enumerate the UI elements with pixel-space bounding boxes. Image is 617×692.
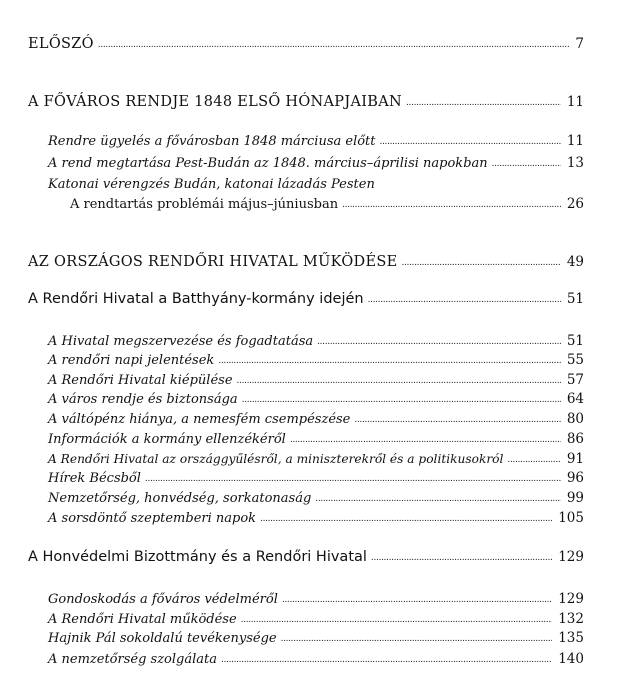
dot-leader [317,334,561,350]
toc-entry[interactable] [48,470,584,488]
toc-chapter-title-2[interactable] [28,549,584,567]
dot-leader [354,412,560,428]
toc-entry-label: Információk a kormány ellenzékéről [48,432,286,447]
toc-entry-label: Rendre ügyelés a fővárosban 1848 márciusa előtt [48,134,376,149]
toc-entry-page: 64 [566,391,584,407]
toc-entry-page: 80 [566,411,584,427]
toc-entry-page: 26 [566,196,584,212]
dot-leader [401,255,560,271]
toc-entry[interactable] [70,196,584,214]
dot-leader [380,134,561,150]
toc-entry-page: 51 [566,291,584,307]
toc-entry-label: A FŐVÁROS RENDJE 1848 ELSŐ HÓNAPJAIBAN [28,94,402,110]
toc-entry-page: 135 [558,630,584,646]
toc-entry-label: A Rendőri Hivatal kiépülése [48,373,233,388]
toc-entry-page: 51 [566,333,584,349]
toc-entry[interactable] [48,510,584,528]
toc-entry[interactable] [48,651,584,669]
toc-entry-page: 11 [566,133,584,149]
toc-entry-page: 129 [558,549,584,565]
dot-leader [145,471,561,487]
toc-entry-label: A nemzetőrség szolgálata [48,652,217,667]
toc-chapter-title-1[interactable] [28,291,584,309]
dot-leader [221,652,552,668]
toc-entry[interactable] [48,490,584,508]
dot-leader [218,353,561,369]
toc-entry-page: 129 [558,591,584,607]
toc-entry-label: Nemzetőrség, honvédség, sorkatonaság [48,491,312,506]
toc-entry-label: A rendtartás problémái május–júniusban [70,197,339,212]
toc-entry-page: 96 [566,470,584,486]
dot-leader [507,452,560,468]
toc-entry-page: 132 [558,611,584,627]
toc-entry[interactable] [48,333,584,351]
dot-leader [368,292,561,308]
toc-entry-label: A váltópénz hiánya, a nemesfém csempészése [48,412,351,427]
dot-leader [242,392,561,408]
dot-leader [98,37,570,53]
toc-entry[interactable] [48,133,584,151]
toc-entry-label: A Honvédelmi Bizottmány és a Rendőri Hivatal [28,549,367,565]
dot-leader [241,612,553,628]
toc-entry-label: Hajnik Pál sokoldalú tevékenysége [48,631,277,646]
toc-entry[interactable] [48,372,584,390]
toc-entry-label: A Hivatal megszervezése és fogadtatása [48,334,314,349]
toc-entry-label: A sorsdöntő szeptemberi napok [48,511,257,526]
toc-entry[interactable] [48,391,584,409]
toc-part-title-2[interactable] [28,254,584,272]
dot-leader [290,432,561,448]
toc-entry-label: A Rendőri Hivatal a Batthyány-kormány idején [28,291,364,307]
dot-leader [237,373,561,389]
toc-entry-label: A Rendőri Hivatal működése [48,612,237,627]
toc-entry-page: 49 [566,254,584,270]
toc-entry-page: 7 [575,36,584,52]
dot-leader [492,156,561,172]
toc-entry-label: AZ ORSZÁGOS RENDŐRI HIVATAL MŰKÖDÉSE [28,254,398,270]
dot-leader [406,95,561,111]
toc-entry[interactable] [48,352,584,370]
toc-entry-page: 55 [566,352,584,368]
toc-entry-label: A Rendőri Hivatal az országgyűlésről, a miniszterekről és a politikusokról [48,452,504,466]
toc-part-title-1[interactable] [28,94,584,112]
toc-entry[interactable] [48,411,584,429]
toc-entry-label: Hírek Bécsből [48,471,141,486]
dot-leader [342,197,561,213]
toc-entry-label: ELŐSZÓ [28,36,94,52]
toc-entry[interactable] [48,611,584,629]
toc-entry-label: A város rendje és biztonsága [48,392,238,407]
toc-entry-page: 91 [566,451,584,467]
toc-entry-label: A rendőri napi jelentések [48,353,215,368]
dot-leader [282,592,552,608]
dot-leader [260,511,552,527]
toc-entry-page: 13 [566,155,584,171]
dot-leader [315,491,561,507]
toc-entry[interactable] [48,431,584,449]
toc-entry-label-line: Katonai vérengzés Budán, katonai lázadás Pesten [48,177,375,192]
toc-entry[interactable] [48,630,584,648]
toc-entry[interactable] [48,591,584,609]
toc-entry-page: 11 [566,94,584,110]
toc-entry-page: 105 [558,510,584,526]
toc-entry-page: 57 [566,372,584,388]
toc-entry-page: 99 [566,490,584,506]
toc-entry-foreword[interactable] [28,36,584,54]
toc-entry-page: 140 [558,651,584,667]
toc-entry-page: 86 [566,431,584,447]
toc-entry-label: A rend megtartása Pest-Budán az 1848. március–áprilisi napokban [48,156,488,171]
toc-entry[interactable] [48,155,584,173]
dot-leader [281,631,553,647]
toc-entry-label: Gondoskodás a főváros védelméről [48,592,278,607]
dot-leader [371,550,552,566]
toc-entry[interactable] [48,451,584,469]
